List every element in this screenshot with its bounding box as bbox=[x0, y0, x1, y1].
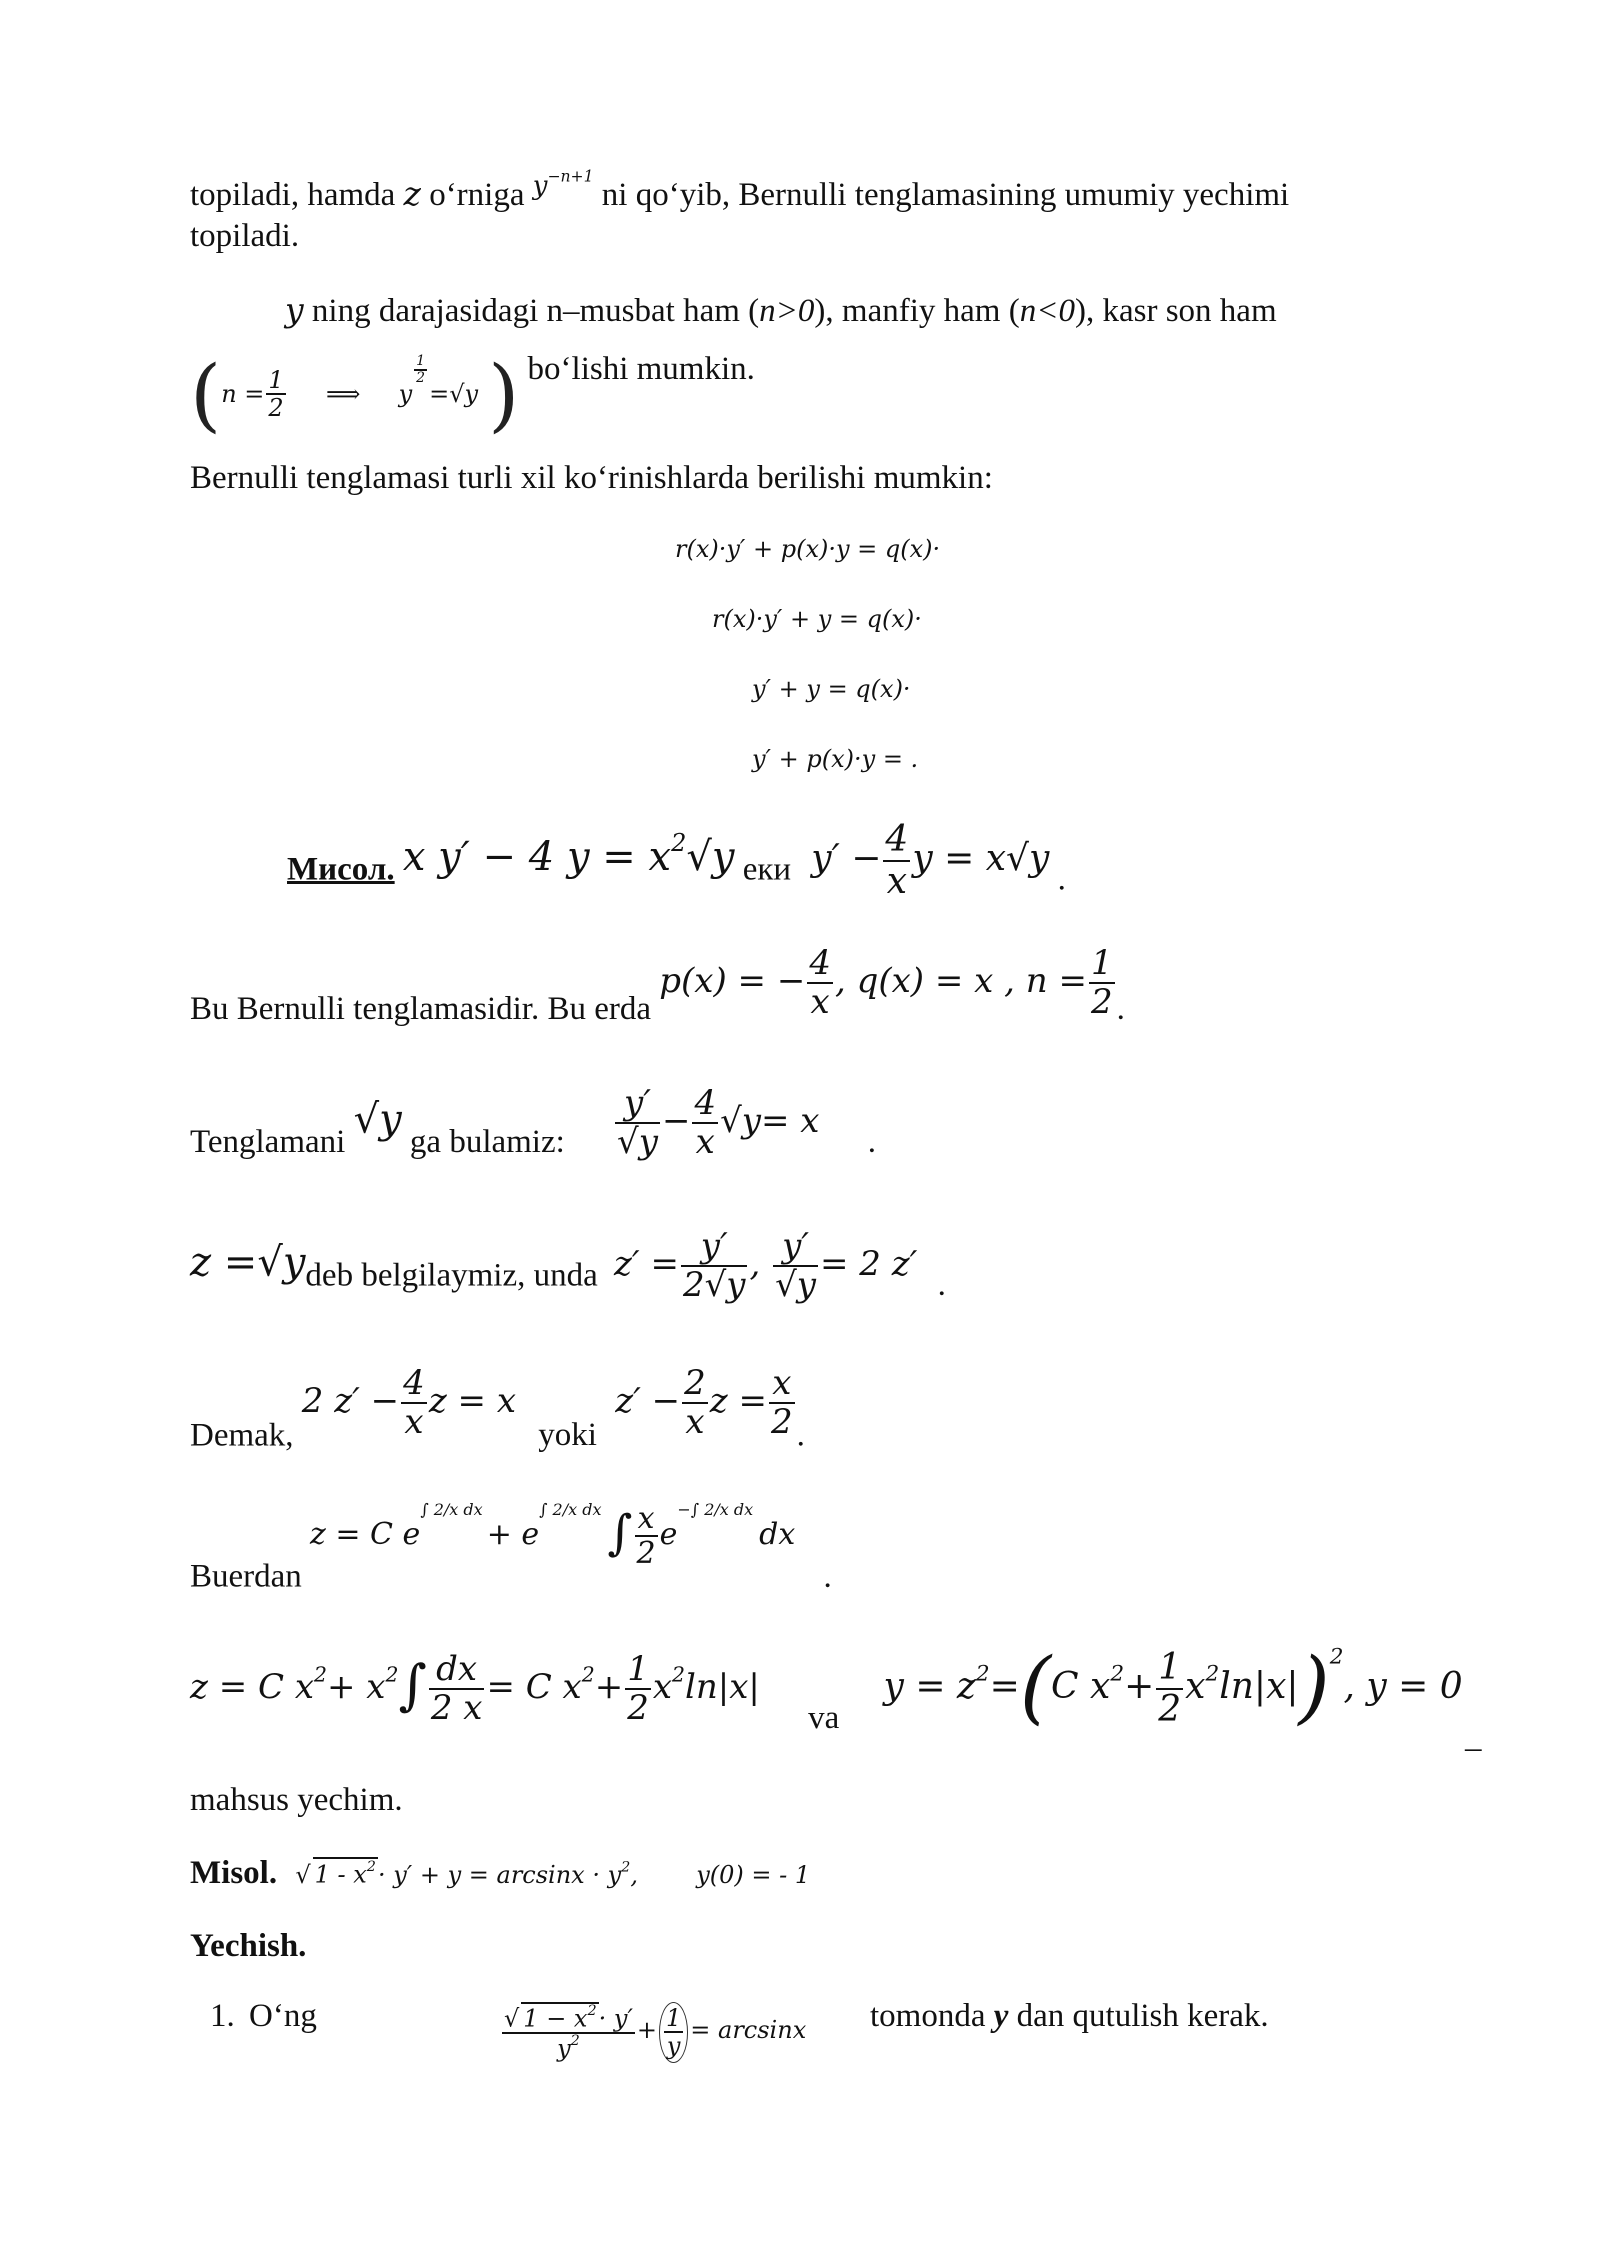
paragraph-9-line-2: mahsus yechim. bbox=[190, 1782, 403, 1818]
text: topiladi, hamda bbox=[190, 176, 404, 213]
text: , y = 0 bbox=[1343, 1666, 1463, 1707]
exponent: ∫ 2/x dx bbox=[420, 1500, 483, 1519]
denominator bbox=[502, 2034, 635, 2062]
numerator: 4 bbox=[885, 819, 909, 860]
text: va bbox=[808, 1699, 840, 1736]
fraction-half bbox=[266, 367, 285, 422]
step-number: 1. bbox=[210, 1998, 235, 2034]
numerator: 1 bbox=[627, 1648, 649, 1689]
fraction bbox=[635, 1502, 658, 1570]
z-solution bbox=[190, 1648, 760, 1728]
paragraph-7 bbox=[190, 1365, 805, 1454]
example-label: Misol. bbox=[190, 1855, 278, 1891]
text: Demak, bbox=[190, 1417, 294, 1454]
text: , q(x) = x , n = bbox=[834, 961, 1087, 1002]
plus: + bbox=[636, 2015, 657, 2044]
exponent: 2 bbox=[581, 1662, 595, 1687]
math-exponent: −n+1 bbox=[547, 168, 594, 186]
numerator: x bbox=[635, 1502, 658, 1537]
text: deb belgilaymiz, unda bbox=[305, 1257, 598, 1294]
exponent: 2 bbox=[1329, 1644, 1344, 1670]
text: y = z bbox=[883, 1666, 976, 1707]
coefficients bbox=[659, 943, 1116, 1023]
text: p(x) = − bbox=[659, 961, 806, 1002]
text: ln|x| bbox=[1219, 1666, 1299, 1707]
text: o‘rniga bbox=[420, 176, 533, 213]
fraction bbox=[1089, 945, 1115, 1022]
text: x bbox=[1185, 1666, 1206, 1707]
fraction bbox=[1156, 1648, 1183, 1729]
text: C x bbox=[1051, 1666, 1111, 1707]
numerator: y′ bbox=[773, 1228, 818, 1267]
period: . bbox=[823, 1558, 832, 1595]
period: . bbox=[1057, 861, 1066, 898]
numerator: 1 bbox=[268, 366, 284, 395]
exponent-half bbox=[414, 354, 427, 387]
denominator: 2 bbox=[636, 1535, 656, 1571]
numerator: 4 bbox=[809, 943, 831, 983]
numerator: 2 bbox=[684, 1363, 706, 1403]
text: ), kasr son ham bbox=[1074, 293, 1277, 329]
exponent: 2 bbox=[672, 1662, 686, 1687]
equation bbox=[301, 1363, 517, 1443]
denominator: 2 bbox=[416, 370, 426, 387]
math-y: y bbox=[638, 1122, 658, 1163]
exponent: 2 bbox=[1110, 1661, 1125, 1687]
math-y: y bbox=[464, 380, 479, 408]
exponent: −∫ 2/x dx bbox=[677, 1500, 754, 1519]
numerator: y′ bbox=[681, 1228, 748, 1267]
math-n: n = bbox=[221, 380, 265, 408]
exponent: 2 bbox=[1205, 1661, 1220, 1687]
math-y: y bbox=[398, 380, 413, 408]
text: z = C x bbox=[190, 1667, 315, 1707]
text: ga bulamiz: bbox=[401, 1124, 565, 1161]
math-y: y bbox=[741, 1101, 761, 1142]
text: yoki bbox=[538, 1417, 597, 1454]
denominator: 2 bbox=[770, 1402, 793, 1443]
text: z = C e bbox=[310, 1516, 421, 1552]
numerator: y′ bbox=[615, 1085, 660, 1124]
fraction bbox=[429, 1648, 485, 1728]
text: z′ − bbox=[615, 1381, 681, 1422]
y-solution: $y = z^2=(C$ $x^2+$ $\frac{1}{2}$ $x^2\ln|x|)^2$, y = 0 bbox=[883, 1640, 1463, 1733]
math-y: y bbox=[285, 290, 304, 329]
equation: √ $1 - x^2\cdot y' + y = \arcsin x \cdot y^2$, bbox=[295, 1859, 638, 1889]
exponent: 2 bbox=[385, 1662, 399, 1687]
numerator: √ $1 - x^2\cdot y'$ bbox=[504, 2003, 633, 2033]
period: . bbox=[1116, 990, 1125, 1027]
equation bbox=[615, 1363, 796, 1443]
numerator: 4 bbox=[694, 1083, 717, 1123]
text: x y′ − 4 y = x bbox=[402, 833, 672, 880]
text: z = bbox=[190, 1239, 258, 1286]
text: ning darajasidagi n–musbat ham ( bbox=[303, 293, 760, 329]
text: Buerdan bbox=[190, 1558, 302, 1595]
text: 2 z′ − bbox=[301, 1381, 400, 1422]
denominator: x bbox=[685, 1402, 705, 1443]
exponent: 2 bbox=[975, 1661, 990, 1687]
integral-sign: ∫ bbox=[398, 1653, 427, 1717]
text: + x bbox=[327, 1667, 386, 1707]
radicand bbox=[313, 1857, 378, 1889]
text: z = x bbox=[428, 1381, 517, 1422]
text: · y′ + y = arcsinx · y bbox=[377, 1861, 622, 1889]
text: + bbox=[594, 1667, 624, 1707]
math-y: y bbox=[1028, 837, 1050, 879]
paragraph-1-line-1 bbox=[190, 168, 1289, 214]
text: = 2 z′ bbox=[819, 1244, 918, 1285]
text: dx bbox=[759, 1516, 796, 1552]
fraction bbox=[682, 1365, 708, 1442]
text-eki: еки bbox=[742, 851, 792, 888]
text: + bbox=[1124, 1666, 1155, 1707]
step-1-tail bbox=[870, 1998, 1269, 2035]
form-4: y′ + p(x)·y = . bbox=[752, 745, 919, 773]
fraction bbox=[681, 1228, 748, 1305]
equals: = bbox=[429, 380, 450, 408]
numerator: 1 bbox=[1090, 943, 1113, 983]
example-1 bbox=[287, 820, 1066, 901]
fraction bbox=[883, 820, 910, 901]
text: O‘ng bbox=[249, 1998, 317, 2034]
minus: − bbox=[661, 1101, 691, 1142]
paragraph-1-line-2: topiladi. bbox=[190, 218, 300, 254]
fraction bbox=[769, 1365, 795, 1442]
math-y: y bbox=[796, 1265, 816, 1306]
exponent: ∫ 2/x dx bbox=[539, 1500, 602, 1519]
exponent: 2 bbox=[314, 1662, 327, 1687]
text: ni qo‘yib, Bernulli tenglamasining umumiy yechimi bbox=[593, 176, 1290, 213]
step-1 bbox=[210, 1998, 317, 2035]
text: = C x bbox=[486, 1667, 582, 1707]
paragraph-3: Bernulli tenglamasi turli xil ko‘rinishlarda berilishi mumkin: bbox=[190, 460, 993, 496]
period: . bbox=[867, 1124, 876, 1161]
example-2 bbox=[190, 1855, 810, 1892]
text: = x bbox=[760, 1101, 820, 1142]
text: dan qutulish kerak. bbox=[1008, 1998, 1269, 2034]
text: bo‘lishi mumkin. bbox=[519, 350, 755, 387]
denominator: √y bbox=[617, 1122, 658, 1163]
fraction bbox=[502, 2002, 635, 2062]
denominator: x bbox=[404, 1402, 424, 1443]
fraction bbox=[807, 945, 833, 1022]
paragraph-9 bbox=[190, 1640, 1463, 1737]
exponent: 2 bbox=[366, 1859, 376, 1876]
text: x bbox=[652, 1667, 673, 1707]
numerator: dx bbox=[429, 1651, 485, 1690]
period: . bbox=[796, 1417, 805, 1454]
denominator: x bbox=[810, 982, 830, 1023]
text: e bbox=[659, 1516, 678, 1552]
text: tomonda bbox=[870, 1998, 994, 2034]
general-solution bbox=[310, 1500, 796, 1571]
form-1: r(x)·y′ + p(x)·y = q(x)· bbox=[675, 535, 941, 563]
fraction bbox=[401, 1365, 427, 1442]
denominator: 2 bbox=[627, 1688, 649, 1728]
numerator: 1 bbox=[1158, 1647, 1182, 1689]
dash: – bbox=[1465, 1730, 1482, 1766]
math-y-power bbox=[532, 168, 594, 202]
equation-2: y′ − $\frac{4}{x}$ y = x√y bbox=[811, 819, 1050, 902]
math-z: z bbox=[403, 173, 421, 213]
implies-arrow: ⟹ bbox=[325, 380, 361, 408]
denominator: 2√y bbox=[682, 1265, 746, 1306]
text: 1 - x bbox=[314, 1861, 367, 1889]
text: = bbox=[989, 1666, 1020, 1707]
paragraph-8 bbox=[190, 1500, 832, 1596]
equation-1: x y′ − 4 $y = x^2√y$ bbox=[402, 828, 735, 880]
circled-fraction bbox=[659, 2002, 688, 2063]
right-paren: ) bbox=[488, 348, 520, 441]
math-y: y bbox=[993, 1998, 1009, 2034]
math-y: y bbox=[711, 833, 735, 880]
paragraph-4 bbox=[190, 945, 1125, 1028]
text: 1 − x bbox=[523, 2005, 588, 2033]
text: Tenglamani bbox=[190, 1124, 354, 1161]
paragraph-2-line-1 bbox=[285, 290, 1277, 330]
fraction bbox=[625, 1648, 651, 1728]
integral-sign: ∫ bbox=[607, 1504, 633, 1561]
paragraph-6 bbox=[190, 1228, 946, 1305]
z-definition: z =√y bbox=[190, 1239, 306, 1286]
example-label: Мисол. bbox=[287, 851, 395, 888]
text: + e bbox=[486, 1516, 540, 1552]
text: = arcsinx bbox=[690, 2015, 807, 2044]
z-derivative bbox=[614, 1226, 918, 1306]
text: ln|x| bbox=[685, 1667, 760, 1707]
text: y bbox=[557, 2034, 571, 2063]
exponent: 2 bbox=[587, 2003, 597, 2020]
text: ), manfiy ham ( bbox=[814, 293, 1020, 329]
text: · y′ bbox=[598, 2005, 633, 2033]
denominator: 2 bbox=[1158, 1689, 1182, 1730]
exponent: 2 bbox=[671, 828, 687, 857]
initial-condition: y(0) = - 1 bbox=[696, 1861, 811, 1889]
form-3: y′ + y = q(x)· bbox=[752, 675, 911, 703]
numerator: 1 bbox=[666, 2004, 682, 2032]
text: z′ = bbox=[614, 1244, 679, 1285]
math-n-negative: n<0 bbox=[1019, 293, 1075, 329]
exponent: 2 bbox=[570, 2033, 580, 2050]
text: y = x bbox=[912, 837, 1007, 879]
numerator: 1 bbox=[414, 354, 427, 371]
fraction bbox=[615, 1085, 660, 1162]
numerator: x bbox=[769, 1365, 795, 1404]
divided-equation: $\frac{y'}{√y}$ − $\frac{4}{x}$ √y= x bbox=[617, 1083, 820, 1163]
text: , bbox=[630, 1861, 638, 1889]
exponent: 2 bbox=[621, 1859, 631, 1876]
math-y: y bbox=[379, 1096, 402, 1143]
denominator: 2 bbox=[1090, 982, 1113, 1023]
denominator: y bbox=[666, 2032, 681, 2061]
fraction bbox=[692, 1085, 718, 1162]
solution-heading: Yechish. bbox=[190, 1928, 307, 1964]
denominator: 2 bbox=[268, 394, 284, 423]
text: z = bbox=[709, 1381, 767, 1422]
denominator: x bbox=[886, 860, 908, 902]
left-paren: ( bbox=[190, 348, 222, 441]
math-n-positive: n>0 bbox=[759, 293, 815, 329]
numerator: 4 bbox=[403, 1363, 425, 1403]
comma: , bbox=[749, 1244, 761, 1285]
math-y: y bbox=[532, 171, 548, 202]
math-y: y bbox=[282, 1239, 306, 1286]
denominator: x bbox=[695, 1122, 715, 1163]
paragraph-5 bbox=[190, 1085, 876, 1162]
fraction bbox=[773, 1228, 818, 1305]
paragraph-2-line-2 bbox=[190, 348, 755, 441]
text: Bu Bernulli tenglamasidir. Bu erda bbox=[190, 990, 652, 1027]
period: . bbox=[937, 1267, 946, 1304]
denominator: √y bbox=[775, 1265, 816, 1306]
denominator: 2 x bbox=[430, 1688, 483, 1728]
sqrt-y: √y bbox=[353, 1096, 402, 1143]
form-2: r(x)·y′ + y = q(x)· bbox=[712, 605, 922, 633]
step-1-equation bbox=[500, 2002, 806, 2063]
math-y: y bbox=[726, 1265, 746, 1306]
text: y′ − bbox=[811, 837, 882, 879]
radical-sign: √ bbox=[449, 380, 465, 408]
text: 2 bbox=[682, 1265, 705, 1306]
